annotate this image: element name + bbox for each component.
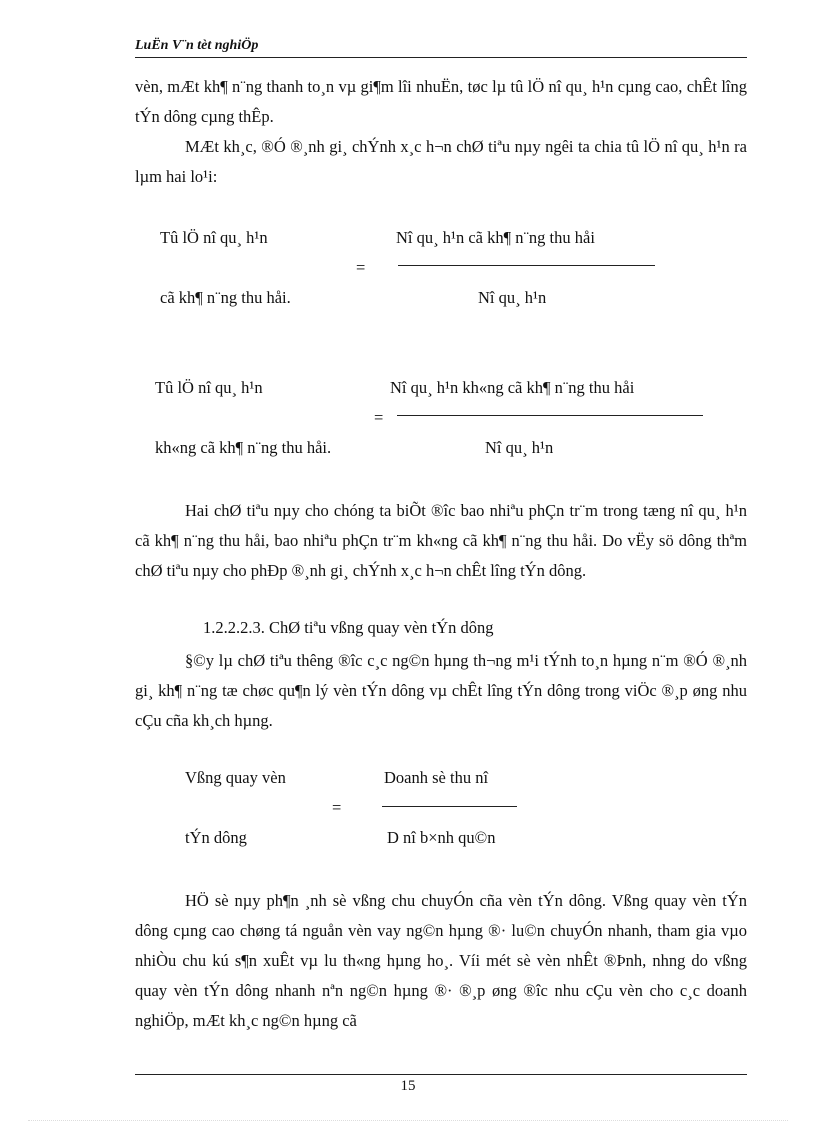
formula3-equals: = <box>332 798 342 817</box>
paragraph-turnover-definition: §©y lµ chØ tiªu thêng ®îc c¸c ng©n hµng th¬ng m¹i tÝnh to¸n hµng n¨m ®Ó ®¸nh gi¸ kh¶ n¨ng tæ chøc qu¶n lý vèn tÝn dông vµ chÊt lîng tÝn dông trong viÖc ®¸p øng nhu cÇu cña kh¸ch hµng. <box>135 651 747 730</box>
formula1-numerator: Nî qu¸ h¹n cã kh¶ n¨ng thu håi <box>396 228 595 247</box>
formula3-left-top: Vßng quay vèn <box>185 768 286 787</box>
formula2-equals: = <box>374 408 384 427</box>
page-number: 15 <box>400 1078 416 1094</box>
page-bottom-border <box>28 1120 788 1121</box>
section-heading: 1.2.2.2.3. ChØ tiªu vßng quay vèn tÝn dông <box>203 618 494 637</box>
formula2-fraction-bar <box>397 415 703 416</box>
running-header: LuËn V¨n tèt nghiÖp <box>135 38 259 53</box>
paragraph-turnover-explanation: HÖ sè nµy ph¶n ¸nh sè vßng chu chuyÓn cña vèn tÝn dông. Vßng quay vèn tÝn dông cµng cao chøng tá nguån vèn vay ng©n hµng ®· lu©n chuyÓn nhanh, tham gia vµo nhiÒu chu kú s¶n xuÊt vµ lu th«ng hµng ho¸. Víi mét sè vèn nhÊt ®Þnh, nhng do vßng quay vèn tÝn dông nhanh nªn ng©n hµng ®· ®¸p øng ®îc nhu cÇu vèn cho c¸c doanh nghiÖp, mÆt kh¸c ng©n hµng cã <box>135 891 747 1030</box>
formula3-numerator: Doanh sè thu nî <box>384 768 489 787</box>
footer-rule <box>135 1074 747 1075</box>
formula1-equals: = <box>356 258 366 277</box>
paragraph-indicator-meaning: Hai chØ tiªu nµy cho chóng ta biÕt ®îc bao nhiªu phÇn tr¨m trong tæng nî qu¸ h¹n cã kh¶ n¨ng thu håi, bao nhiªu phÇn tr¨m kh«ng cã kh¶ n¨ng thu håi. Do vËy sö dông thªm chØ tiªu nµy cho phÐp ®¸nh gi¸ chÝnh x¸c h¬n chÊt lîng tÝn dông. <box>135 501 747 580</box>
paragraph-intro-continued: vèn, mÆt kh¶ n¨ng thanh to¸n vµ gi¶m lîi nhuËn, tøc lµ tû lÖ nî qu¸ h¹n cµng cao, chÊt lîng tÝn dông cµng thÊp. <box>135 77 747 126</box>
formula2-numerator: Nî qu¸ h¹n kh«ng cã kh¶ n¨ng thu håi <box>390 378 635 397</box>
formula1-denominator: Nî qu¸ h¹n <box>478 288 547 307</box>
formula2-left-top: Tû lÖ nî qu¸ h¹n <box>155 378 263 397</box>
formula3-left-bottom: tÝn dông <box>185 828 247 847</box>
paragraph-classification: MÆt kh¸c, ®Ó ®¸nh gi¸ chÝnh x¸c h¬n chØ tiªu nµy ngêi ta chia tû lÖ nî qu¸ h¹n ra lµm hai lo¹i: <box>135 137 747 186</box>
formula1-left-top: Tû lÖ nî qu¸ h¹n <box>160 228 268 247</box>
formula3-fraction-bar <box>382 806 517 807</box>
formula3-denominator: D nî b×nh qu©n <box>387 828 496 847</box>
formula2-left-bottom: kh«ng cã kh¶ n¨ng thu håi. <box>155 438 332 457</box>
formula1-fraction-bar <box>398 265 655 266</box>
formula2-denominator: Nî qu¸ h¹n <box>485 438 554 457</box>
formula1-left-bottom: cã kh¶ n¨ng thu håi. <box>160 288 291 307</box>
header-rule <box>135 57 747 58</box>
